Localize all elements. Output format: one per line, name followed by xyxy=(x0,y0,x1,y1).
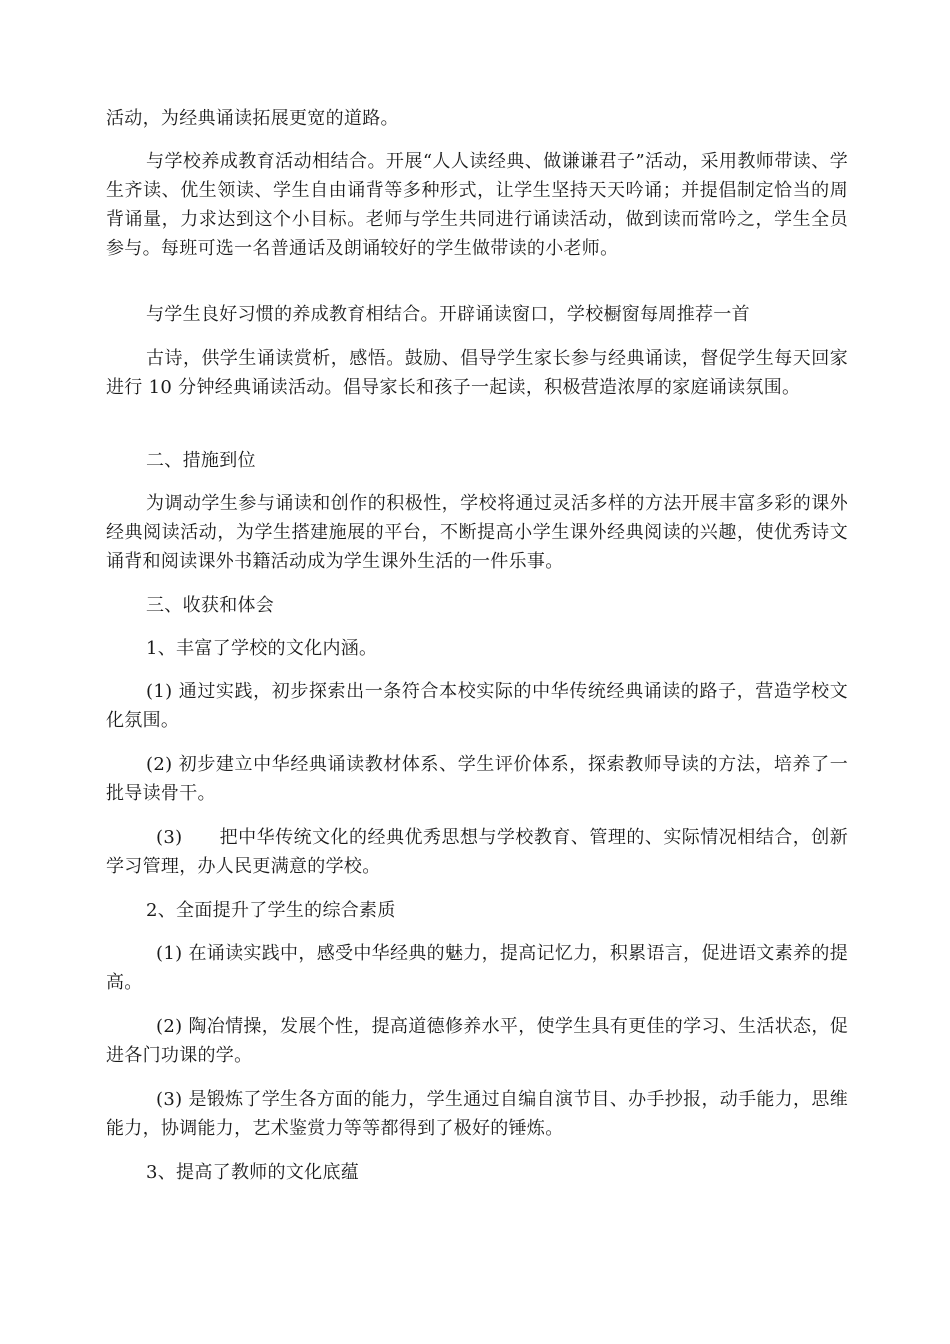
paragraph-habit-education: 与学校养成教育活动相结合。开展“人人读经典、做谦谦君子”活动，采用教师带读、学生齐读、优生领读、学生自由诵背等多种形式，让学生坚持天天吟诵；并提倡制定恰当的周背诵量，力求达到这个小目标。老师与学生共同进行诵读活动，做到读而常吟之，学生全员参与。每班可选一名普通话及朗诵较好的学生做带读的小老师。 xyxy=(106,151,848,259)
paragraph-good-habits: 与学生良好习惯的养成教育相结合。开辟诵读窗口，学校橱窗每周推荐一首 xyxy=(146,304,750,325)
heading-gains: 三、收获和体会 xyxy=(146,595,275,616)
heading-measures: 二、措施到位 xyxy=(146,450,256,471)
paragraph-continuation: 活动，为经典诵读拓展更宽的道路。 xyxy=(106,108,399,129)
subheading-teachers: 3、提高了教师的文化底蕴 xyxy=(146,1162,360,1183)
paragraph-ancient-poems: 古诗，供学生诵读赏析，感悟。鼓励、倡导学生家长参与经典诵读，督促学生每天回家进行 10 分钟经典诵读活动。倡导家长和孩子一起读，积极营造浓厚的家庭诵读氛围。 xyxy=(106,348,848,398)
item-culture-1: (1) 通过实践，初步探索出一条符合本校实际的中华传统经典诵读的路子，营造学校文化氛围。 xyxy=(106,681,848,731)
paragraph-measures: 为调动学生参与诵读和创作的积极性，学校将通过灵活多样的方法开展丰富多彩的课外经典阅读活动，为学生搭建施展的平台，不断提高小学生课外经典阅读的兴趣，使优秀诗文诵背和阅读课外书籍活动成为学生课外生活的一件乐事。 xyxy=(106,493,848,572)
item-culture-2: (2) 初步建立中华经典诵读教材体系、学生评价体系，探索教师导读的方法，培养了一批导读骨干。 xyxy=(106,754,848,804)
subheading-culture: 1、丰富了学校的文化内涵。 xyxy=(146,638,378,659)
subheading-students: 2、全面提升了学生的综合素质 xyxy=(146,900,396,921)
item-culture-3: (3) 把中华传统文化的经典优秀思想与学校教育、管理的、实际情况相结合，创新学习管理，办人民更满意的学校。 xyxy=(106,827,848,877)
item-students-2: (2) 陶冶情操，发展个性，提高道德修养水平，使学生具有更佳的学习、生活状态，促进各门功课的学。 xyxy=(106,1016,848,1066)
item-students-1: (1) 在诵读实践中，感受中华经典的魅力，提高记忆力，积累语言，促进语文素养的提高。 xyxy=(106,943,848,993)
item-students-3: (3) 是锻炼了学生各方面的能力，学生通过自编自演节目、办手抄报，动手能力，思维能力，协调能力，艺术鉴赏力等等都得到了极好的锤炼。 xyxy=(106,1089,848,1139)
